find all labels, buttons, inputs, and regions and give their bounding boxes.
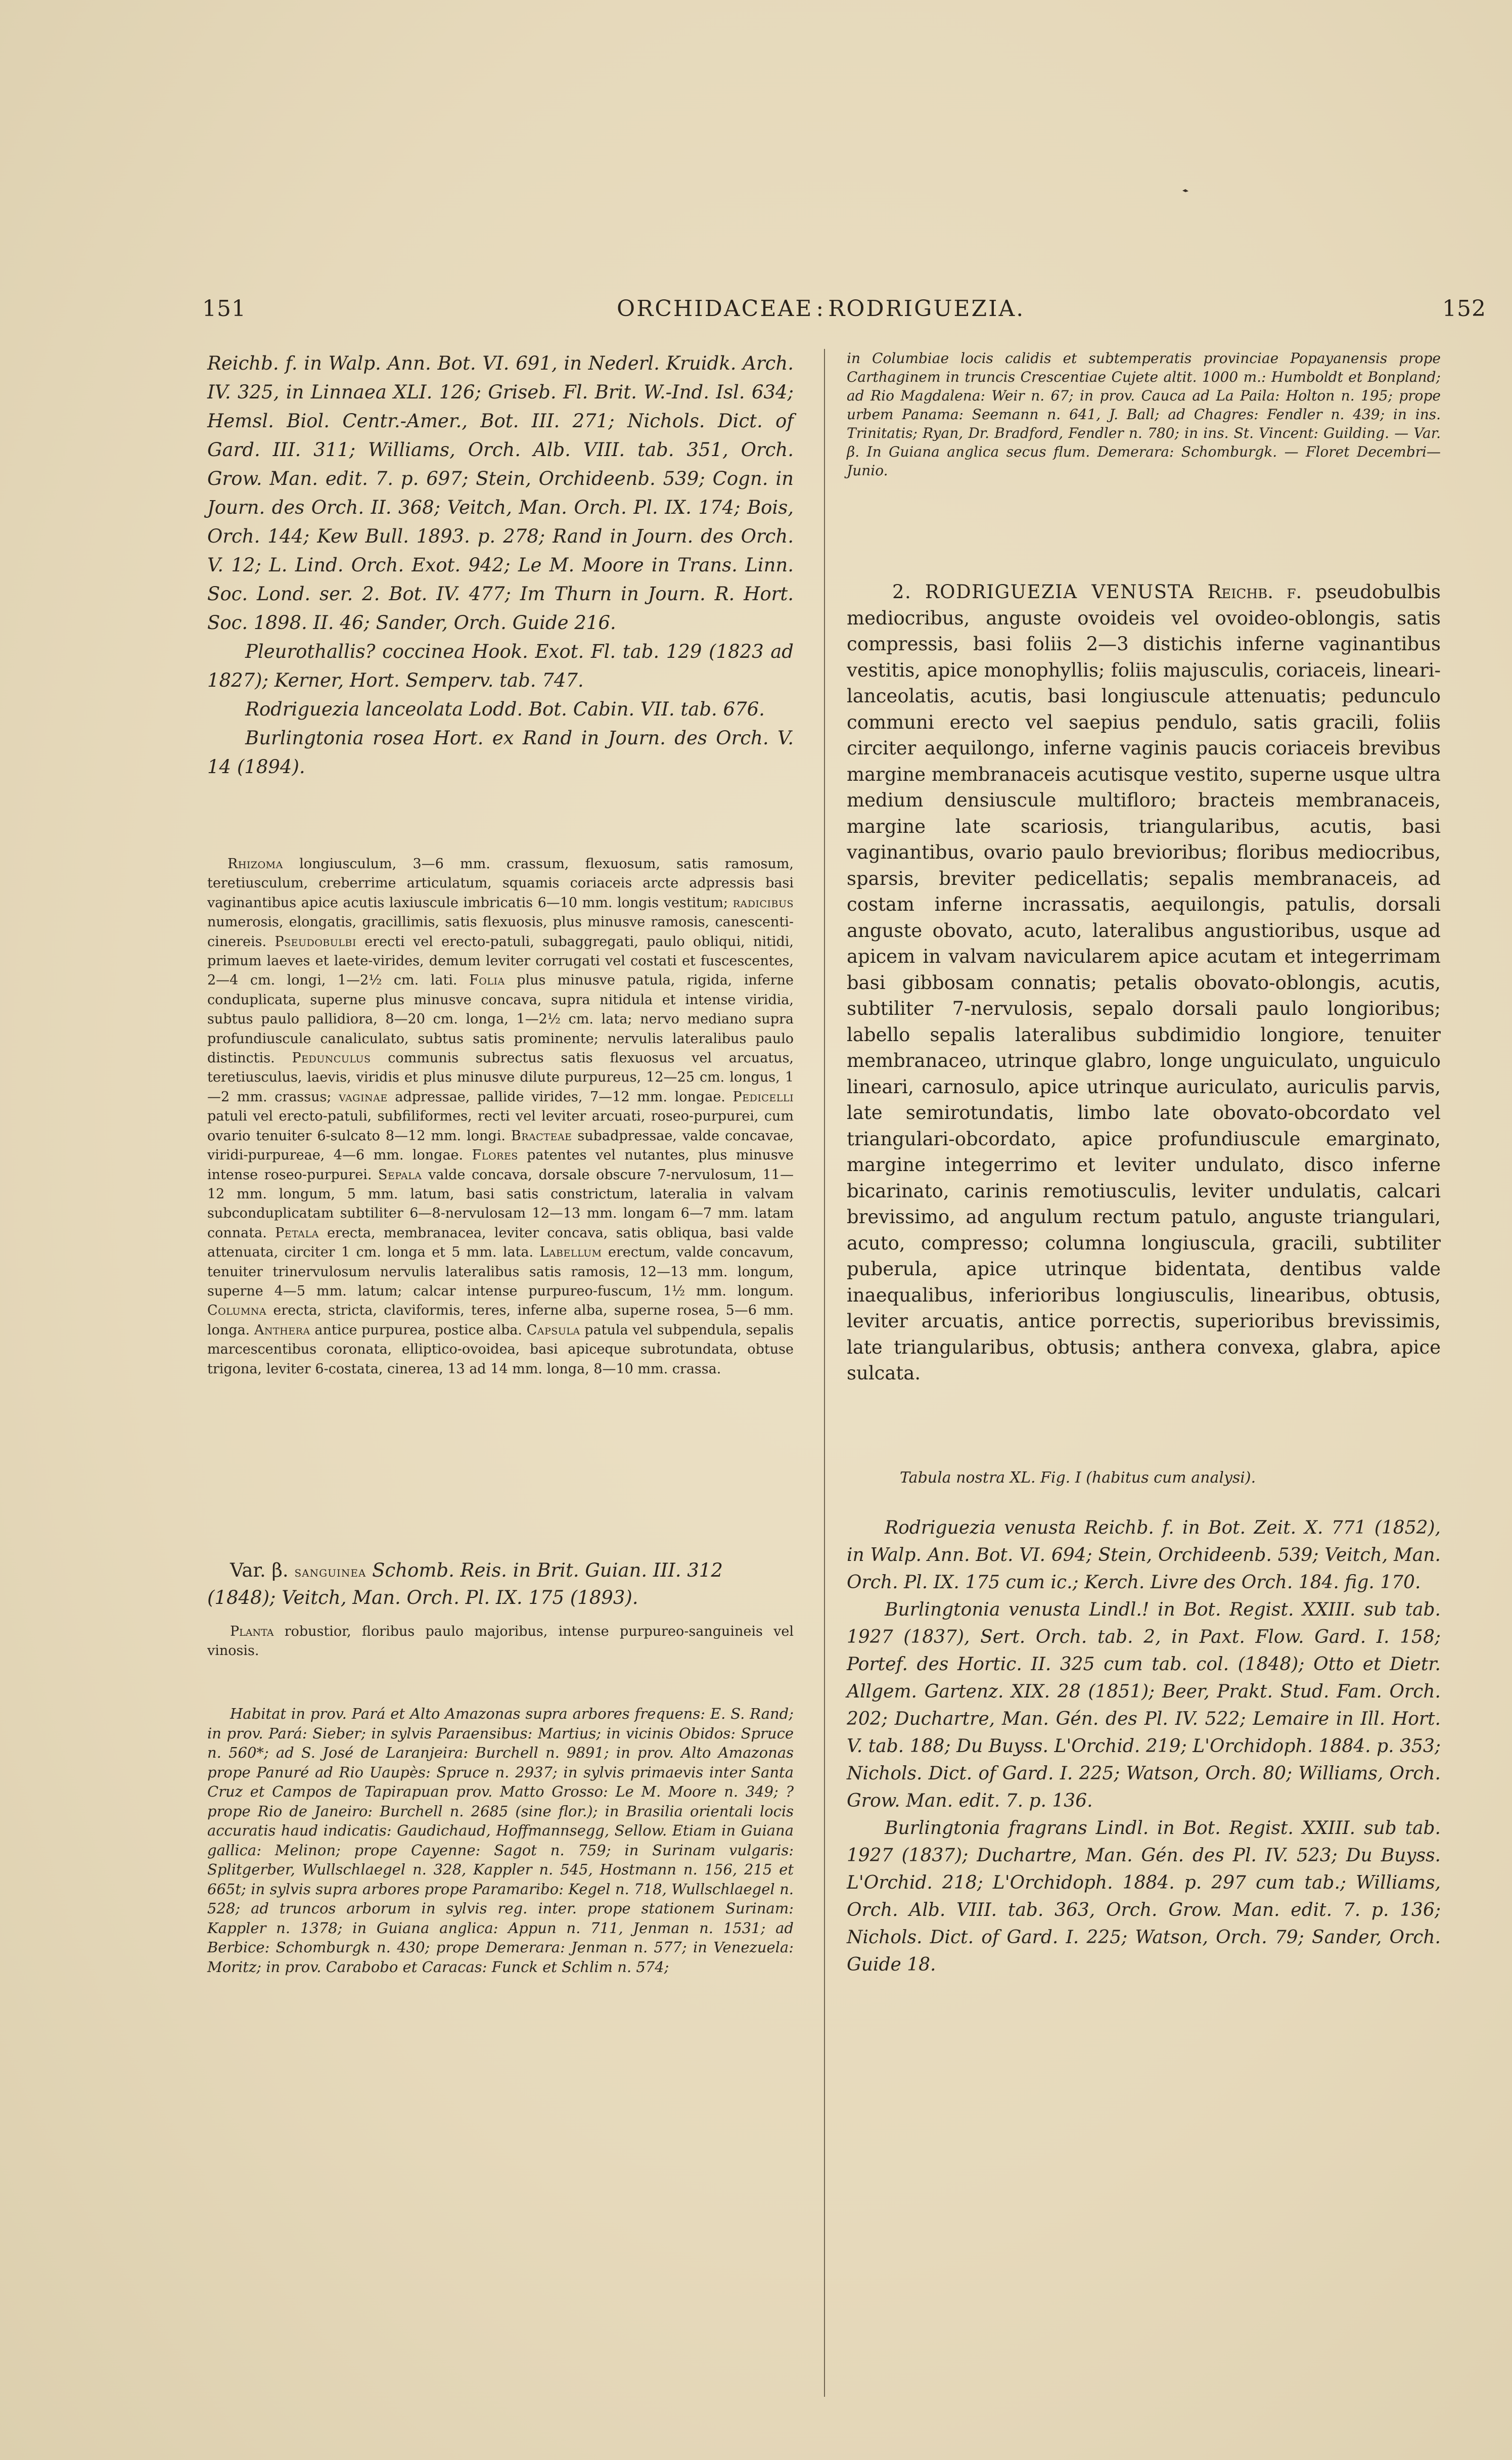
variety-desc-text: robustior, floribus paulo majoribus, intense purpureo-sanguineis vel vinosis.	[207, 1624, 794, 1659]
column-divider	[824, 349, 825, 2397]
organ-description: patentes vel nutantes, plus minusve intense roseo-purpurei.	[207, 1147, 794, 1183]
organ-term: Pseudobulbi	[274, 933, 356, 950]
citation-block	[207, 349, 794, 781]
ink-mark	[1182, 188, 1189, 193]
organ-description: longiusculum, 3—6 mm. crassum, flexuosum, satis ramosum, teretiusculum, creberrime articulatum, squamis coriaceis arcte adpressis basi vaginantibus apice acutis laxiuscule imbricatis 6—10 mm. longis vestitum;	[207, 856, 794, 911]
habitat-text: Habitat in prov. Pará et Alto Amazonas supra arbores frequens: E. S. Rand; in prov. Pará: Sieber; in sylvis Paraensibus: Martius; in vicinis Obidos: Spruce n. 560*; ad S. José de Laranjeira: Burchell n. 9891; in prov. Alto Amazonas prope Panuré ad Rio Uaupès: Spruce n. 2937; in sylvis primaevis inter Santa Cruz et Campos de Tapirapuan prov. Matto Grosso: Le M. Moore n. 349; ?prope Rio de Janeiro: Burchell n. 2685 (sine flor.); in Brasilia orientali locis accuratis haud indicatis: Gaudichaud, Hoffmannsegg, Sellow. Etiam in Guiana gallica: Melinon; prope Cayenne: Sagot n. 759; in Surinam vulgaris: Splitgerber, Wullschlaegel n. 328, Kappler n. 545, Hostmann n. 156, 215 et 665t; in sylvis supra arbores prope Paramaribo: Kegel n. 718, Wullschlaegel n. 528; ad truncos arborum in sylvis reg. inter. prope stationem Surinam: Kappler n. 1378; in Guiana anglica: Appun n. 711, Jenman n. 1531; ad Berbice: Schomburgk n. 430; prope Demerara: Jenman n. 577; in Venezuela: Moritz; in prov. Carabobo et Caracas: Funck et Schlim n. 574;	[207, 1705, 794, 1976]
organ-term: Bracteae	[511, 1128, 572, 1144]
synonym-pleurothallis: Pleurothallis? coccinea Hook. Exot. Fl. tab. 129 (1823 ad 1827); Kerner, Hort. Semperv. tab. 747.	[207, 641, 794, 691]
organ-term: Folia	[469, 972, 505, 989]
organ-description: adpressae, pallide virides, 7—12 mm. longae.	[387, 1089, 733, 1105]
variety-block	[207, 1557, 794, 1661]
variety-desc-lead: Planta	[230, 1624, 274, 1639]
organ-description: erecti vel erecto-patuli, subaggregati, paulo obliqui, nitidi, primum laeves et laete-virides, demum leviter corrugati vel costati et fuscescentes, 2—4 cm. longi, 1—2½ cm. lati.	[207, 933, 794, 989]
organ-term: Pedicelli	[732, 1089, 794, 1105]
page-number-right: 152	[1442, 296, 1486, 322]
organ-description: patuli vel erecto-patuli, subfiliformes, recti vel leviter arcuati, roseo-purpurei, cum ovario tenuiter 6-sulcato 8—12 mm. longi.	[207, 1108, 794, 1144]
variety-description	[207, 1622, 794, 1661]
synonym-lanceolata: Rodriguezia lanceolata Lodd. Bot. Cabin. VII. tab. 676.	[245, 698, 765, 720]
organ-term: vaginae	[339, 1089, 388, 1105]
species-name: RODRIGUEZIA VENUSTA	[925, 581, 1194, 603]
organ-description: numerosis, elongatis, gracillimis, satis flexuosis, plus minusve ramosis, canescenti-cinereis.	[207, 914, 794, 950]
habitat-block	[207, 1704, 794, 1977]
organ-term: Flores	[472, 1147, 518, 1164]
plate-caption: Tabula nostra XL. Fig. I (habitus cum analysi).	[900, 1469, 1256, 1487]
organ-term: Anthera	[254, 1322, 310, 1338]
organ-term: Rhizoma	[227, 856, 283, 872]
family-name: ORCHIDACEAE	[617, 296, 813, 322]
organ-term: Pedunculus	[292, 1050, 371, 1066]
organ-term: Petala	[275, 1225, 319, 1241]
page-number-left: 151	[202, 296, 246, 322]
species-description	[207, 855, 794, 1379]
organ-term: radicibus	[732, 894, 794, 911]
organ-description: communis subrectus satis flexuosus vel arcuatus, teretiusculus, laevis, viridis et plus minusve dilute purpureus, 12—25 cm. longus, 1—2 mm. crassus;	[207, 1050, 794, 1105]
habitat-continuation	[847, 349, 1441, 480]
species-diagnosis: pseudobulbis mediocribus, anguste ovoideis vel ovoideo-oblongis, satis compressis, basi foliis 2—3 distichis inferne vaginantibus vestitis, apice monophyllis; foliis majusculis, coriaceis, lineari-lanceolatis, acutis, basi longiuscule attenuatis; pedunculo communi erecto vel saepius pendulo, satis gracili, foliis circiter aequilongo, inferne vaginis paucis coriaceis brevibus margine membranaceis acutisque vestito, superne usque ultra medium densiuscule multifloro; bracteis membranaceis, margine late scariosis, triangularibus, acutis, basi vaginantibus, ovario paulo brevioribus; floribus mediocribus, sparsis, breviter pedicellatis; sepalis membranaceis, ad costam inferne incrassatis, aequilongis, patulis, dorsali anguste obovato, acuto, lateralibus angustioribus, usque ad apicem in valvam navicularem apice acutam et integerrimam basi gibbosam connatis; petalis obovato-oblongis, acutis, subtiliter 7-nervulosis, sepalo dorsali paulo longioribus; labello sepalis lateralibus subdimidio longiore, tenuiter membranaceo, utrinque glabro, longe unguiculato, unguiculo lineari, carnosulo, apice utrinque auriculato, auriculis parvis, late semirotundatis, limbo late obovato-obcordato vel triangulari-obcordato, apice profundiuscule emarginato, margine integerrimo et leviter undulato, disco inferne bicarinato, carinis remotiusculis, leviter undulatis, calcari brevissimo, ad angulum rectum patulo, anguste triangulari, acuto, compresso; columna longiuscula, gracili, subtiliter puberula, apice utrinque bidentata, dentibus valde inaequalibus, inferioribus longiusculis, linearibus, obtusis, leviter arcuatis, antice porrectis, superioribus brevissimis, late triangularibus, obtusis; anthera convexa, glabra, apice sulcata.	[847, 581, 1441, 1384]
title-separator: :	[816, 296, 826, 322]
organ-description: erectum, valde concavum, tenuiter trinervulosum nervulis lateralibus satis ramosis, 12—13 mm. longum, superne 4—5 mm. latum; calcar intense purpureo-fuscum, 1½ mm. longum.	[207, 1244, 794, 1299]
organ-description: erecta, stricta, claviformis, teres, inferne alba, superne rosea, 5—6 mm. longa.	[207, 1303, 794, 1338]
species-2-block	[847, 579, 1441, 1386]
variety-heading	[207, 1557, 794, 1611]
genus-name: RODRIGUEZIA.	[828, 296, 1025, 322]
citation-burlingtonia-venusta: Burlingtonia venusta Lindl.! in Bot. Regist. XXIII. sub tab. 1927 (1837), Sert. Orch. tab. 2, in Paxt. Flow. Gard. I. 158; Portef. des Hortic. II. 325 cum tab. col. (1848); Otto et Dietr. Allgem. Gartenz. XIX. 28 (1851); Beer, Prakt. Stud. Fam. Orch. 202; Duchartre, Man. Gén. des Pl. IV. 522; Lemaire in Ill. Hort. V. tab. 188; Du Buyss. L'Orchid. 219; L'Orchidoph. 1884. p. 353; Nichols. Dict. of Gard. I. 225; Watson, Orch. 80; Williams, Orch. Grow. Man. edit. 7. p. 136.	[847, 1599, 1441, 1811]
habitat-continued-text: in Columbiae locis calidis et subtemperatis provinciae Popayanensis prope Carthaginem in truncis Crescentiae Cujete altit. 1000 m.: Humboldt et Bonpland; ad Rio Magdalena: Weir n. 67; in prov. Cauca ad La Paila: Holton n. 195; prope urbem Panama: Seemann n. 641, J. Ball; ad Chagres: Fendler n. 439; in ins. Trinitatis; Ryan, Dr. Bradford, Fendler n. 780; in ins. St. Vincent: Guilding. — Var. β. In Guiana anglica secus flum. Demerara: Schomburgk. — Floret Decembri—Junio.	[847, 350, 1441, 479]
citation-list: Reichb. f. in Walp. Ann. Bot. VI. 691, in Nederl. Kruidk. Arch. IV. 325, in Linnaea XLI. 126; Griseb. Fl. Brit. W.-Ind. Isl. 634; Hemsl. Biol. Centr.-Amer., Bot. III. 271; Nichols. Dict. of Gard. III. 311; Williams, Orch. Alb. VIII. tab. 351, Orch. Grow. Man. edit. 7. p. 697; Stein, Orchideenb. 539; Cogn. in Journ. des Orch. II. 368; Veitch, Man. Orch. Pl. IX. 174; Bois, Orch. 144; Kew Bull. 1893. p. 278; Rand in Journ. des Orch. V. 12; L. Lind. Orch. Exot. 942; Le M. Moore in Trans. Linn. Soc. Lond. ser. 2. Bot. IV. 477; Im Thurn in Journ. R. Hort. Soc. 1898. II. 46; Sander, Orch. Guide 216.	[207, 352, 794, 634]
variety-name: sanguinea	[294, 1563, 366, 1580]
organ-description: plus minusve patula, rigida, inferne conduplicata, superne plus minusve concava, supra nitidula et intense viridia, subtus paulo pallidiora, 8—20 cm. longa, 1—2½ cm. lata; nervo mediano supra profundiuscule canaliculato, subtus satis prominente; nervulis lateralibus paulo distinctis.	[207, 972, 794, 1066]
organ-description: valde concava, dorsale obscure 7-nervulosum, 11—12 mm. longum, 5 mm. latum, basi satis constrictum, lateralia in valvam subconduplicatam subtiliter 6—8-nervulosam 12—13 mm. longam 6—7 mm. latam connata.	[207, 1167, 794, 1241]
description-paragraph	[207, 855, 794, 1379]
plate-reference	[847, 1469, 1441, 1487]
organ-description: erecta, membranacea, leviter concava, satis obliqua, basi valde attenuata, circiter 1 cm. longa et 5 mm. lata.	[207, 1225, 794, 1261]
species-number: 2.	[892, 581, 912, 603]
citation-venusta: Rodriguezia venusta Reichb. f. in Bot. Zeit. X. 771 (1852), in Walp. Ann. Bot. VI. 694; Stein, Orchideenb. 539; Veitch, Man. Orch. Pl. IX. 175 cum ic.; Kerch. Livre des Orch. 184. fig. 170.	[847, 1517, 1441, 1593]
citation-burlingtonia-fragrans: Burlingtonia fragrans Lindl. in Bot. Regist. XXIII. sub tab. 1927 (1837); Duchartre, Man. Gén. des Pl. IV. 523; Du Buyss. L'Orchid. 218; L'Orchidoph. 1884. p. 297 cum tab.; Williams, Orch. Alb. VIII. tab. 363, Orch. Grow. Man. edit. 7. p. 136; Nichols. Dict. of Gard. I. 225; Watson, Orch. 79; Sander, Orch. Guide 18.	[847, 1818, 1441, 1975]
species-2-description	[847, 579, 1441, 1386]
organ-description: antice purpurea, postice alba.	[310, 1322, 527, 1338]
organ-description: patula vel subpendula, sepalis marcescentibus coronata, elliptico-ovoidea, basi apiceque subrotundata, obtuse trigona, leviter 6-costata, cinerea, 13 ad 14 mm. longa, 8—10 mm. crassa.	[207, 1322, 794, 1377]
running-header	[202, 296, 1486, 336]
running-title	[617, 296, 1025, 322]
organ-term: Sepala	[378, 1167, 422, 1183]
species-author: Reichb. f.	[1207, 581, 1302, 603]
organ-description: subadpressae, valde concavae, viridi-purpureae, 4—6 mm. longae.	[207, 1128, 794, 1164]
species-2-citations	[847, 1514, 1441, 1979]
synonym-burlingtonia-rosea: Burlingtonia rosea Hort. ex Rand in Journ. des Orch. V. 14 (1894).	[207, 727, 794, 778]
variety-title: Var. β.	[230, 1559, 289, 1581]
organ-term: Columna	[207, 1303, 267, 1319]
variety-citation: Schomb. Reis. in Brit. Guian. III. 312 (1848); Veitch, Man. Orch. Pl. IX. 175 (1893).	[207, 1559, 723, 1608]
organ-term: Labellum	[539, 1244, 602, 1261]
organ-term: Capsula	[526, 1322, 580, 1338]
